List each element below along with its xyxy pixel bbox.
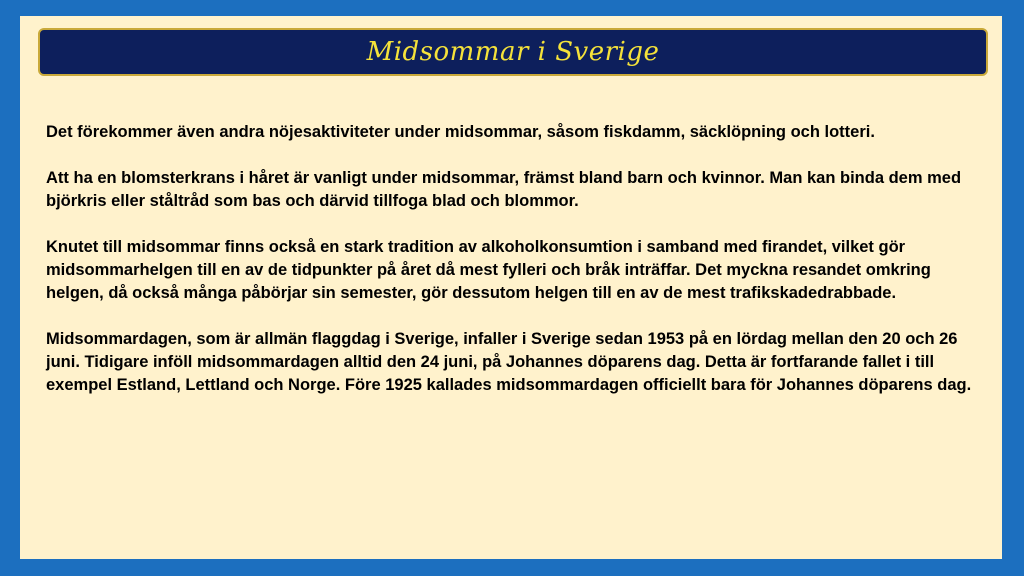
paragraph: Det förekommer även andra nöjesaktiviteter under midsommar, såsom fiskdamm, säcklöpning och lotteri. [46, 123, 875, 141]
paragraph: Midsommardagen, som är allmän flaggdag i Sverige, infaller i Sverige sedan 1953 på en lördag mellan den 20 och 26 juni. Tidigare inföll midsommardagen alltid den 24 juni, på Johannes döparens dag. Detta är fortfarande fallet i till exempel Estland, Lettland och Norge. Före 1925 kallades midsommardagen officiellt bara för Johannes döparens dag. [46, 330, 972, 394]
slide-body [46, 121, 981, 420]
paragraph: Att ha en blomsterkrans i håret är vanligt under midsommar, främst bland barn och kvinnor. Man kan binda dem med björkris eller ståltråd som bas och därvid tillfoga blad och blommor. [46, 169, 962, 210]
title-bar [38, 28, 988, 76]
paragraph: Knutet till midsommar finns också en stark tradition av alkoholkonsumtion i samband med firandet, vilket gör midsommarhelgen till en av de tidpunkter på året då mest fylleri och bråk inträffar. Det myckna resandet omkring helgen, då också många påbörjar sin semester, gör dessutom helgen till en av de mest trafikskadedrabbade. [46, 238, 931, 302]
slide-title: Midsommar i Sverige [366, 37, 660, 67]
slide [20, 16, 1002, 559]
